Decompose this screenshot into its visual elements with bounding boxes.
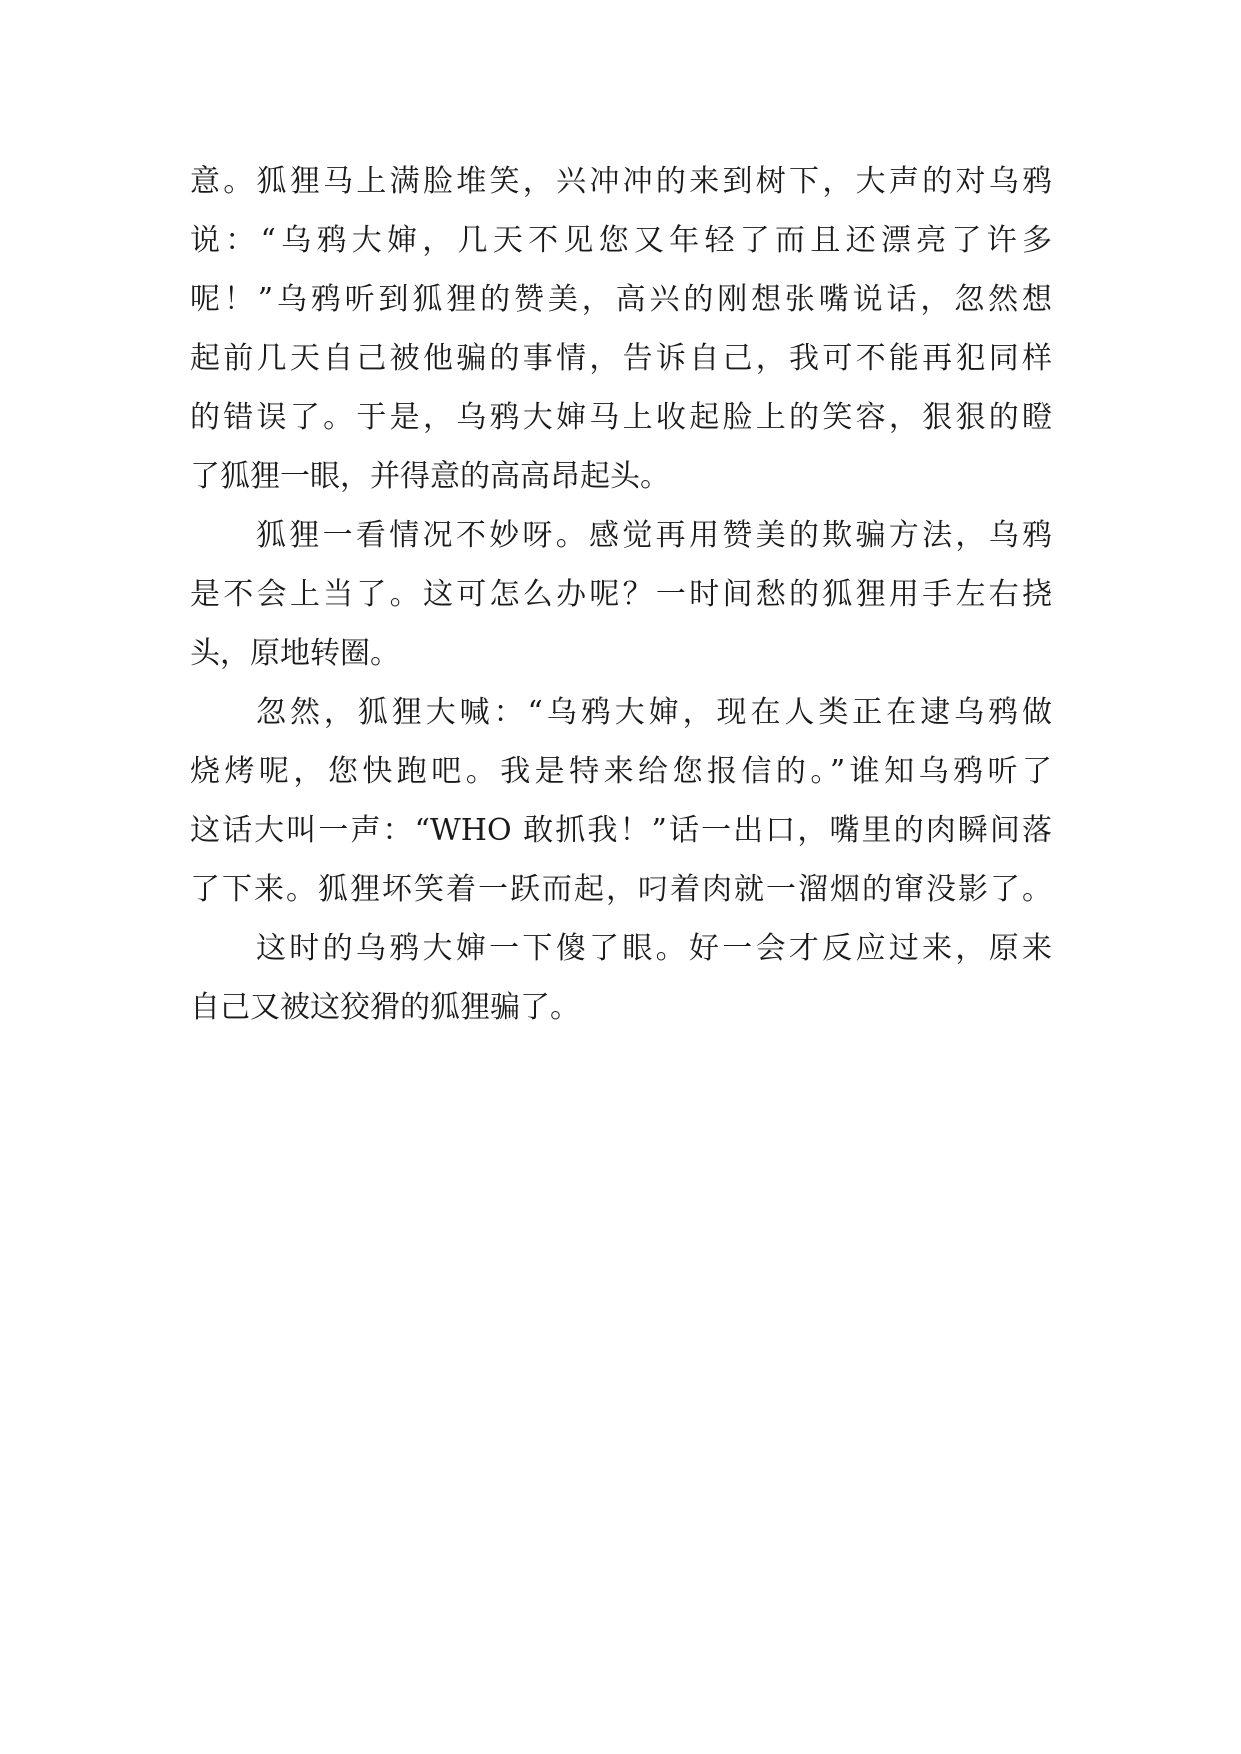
text-line: 了狐狸一眼，并得意的高高昂起头。 [190,459,670,494]
text-line: 起前几天自己被他骗的事情，告诉自己，我可不能再犯同样 [190,341,1052,376]
paragraph-4 [190,919,1052,1037]
text-line: 意。狐狸马上满脸堆笑，兴冲冲的来到树下，大声的对乌鸦 [190,164,1052,199]
paragraph-1 [190,152,1052,506]
text-line: 这时的乌鸦大婶一下傻了眼。好一会才反应过来，原来 [256,931,1052,966]
text-line: 呢！”乌鸦听到狐狸的赞美，高兴的刚想张嘴说话，忽然想 [190,282,1052,317]
text-line: 头，原地转圈。 [190,636,400,671]
text-line: 了下来。狐狸坏笑着一跃而起，叼着肉就一溜烟的窜没影了。 [190,872,1052,907]
text-line: 狐狸一看情况不妙呀。感觉再用赞美的欺骗方法，乌鸦 [256,518,1052,553]
paragraph-2 [190,506,1052,683]
text-line: 是不会上当了。这可怎么办呢？一时间愁的狐狸用手左右挠 [190,577,1052,612]
document-body [190,152,1052,1037]
text-line: 说：“乌鸦大婶，几天不见您又年轻了而且还漂亮了许多 [190,223,1052,258]
text-line: 的错误了。于是，乌鸦大婶马上收起脸上的笑容，狠狠的瞪 [190,400,1052,435]
text-line: 烧烤呢，您快跑吧。我是特来给您报信的。”谁知乌鸦听了 [190,754,1052,789]
text-line: 这话大叫一声：“WHO 敢抓我！”话一出口，嘴里的肉瞬间落 [190,813,1052,848]
paragraph-3 [190,683,1052,919]
text-line: 自己又被这狡猾的狐狸骗了。 [190,990,580,1025]
text-line: 忽然，狐狸大喊：“乌鸦大婶，现在人类正在逮乌鸦做 [256,695,1052,730]
